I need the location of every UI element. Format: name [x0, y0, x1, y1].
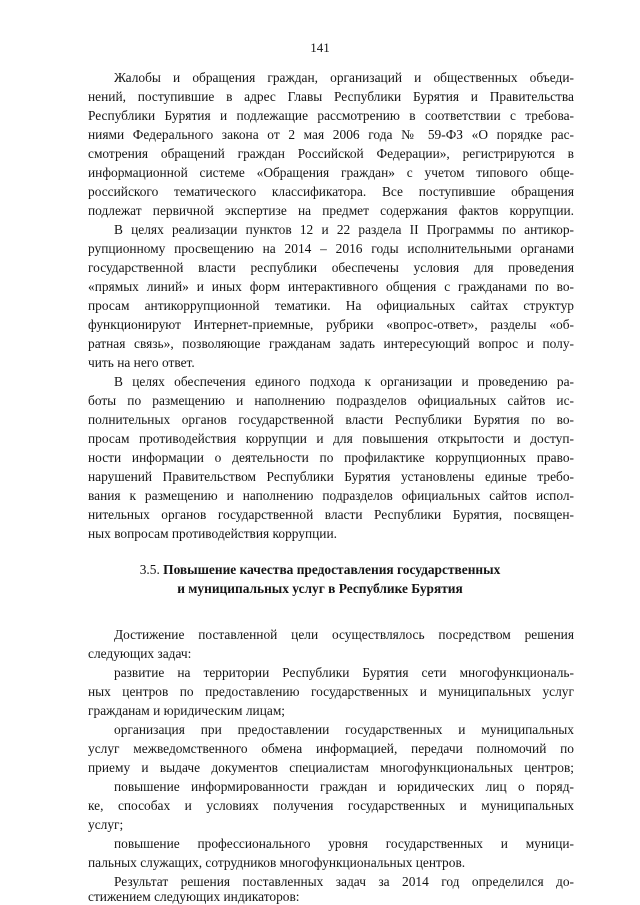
text-line: информационной системе «Обращения граждан» с учетом типового обще-	[88, 165, 574, 180]
section-heading-line-1	[0, 561, 640, 578]
text-line: российского тематического классификатора. Все поступившие обращения	[88, 184, 574, 199]
text-line: организация при предоставлении государственных и муниципальных	[114, 722, 574, 737]
text-line: нений, поступившие в адрес Главы Республики Бурятия и Правительства	[88, 89, 574, 104]
text-line: Жалобы и обращения граждан, организаций и общественных объеди-	[114, 70, 574, 85]
text-line: повышение информированности граждан и юридических лиц о поряд-	[114, 779, 574, 794]
text-line: следующих задач:	[88, 646, 192, 661]
text-line: повышение профессионального уровня государственных и муници-	[114, 836, 574, 851]
text-line: В целях обеспечения единого подхода к организации и проведению ра-	[114, 374, 574, 389]
text-line: нительных органов государственной власти Республики Бурятия, посвящен-	[88, 507, 574, 522]
page-number: 141	[310, 40, 330, 55]
text-line: вания к размещению и наполнению подразделов официальных сайтов испол-	[88, 488, 574, 503]
text-line: пальных служащих, сотрудников многофункциональных центров.	[88, 855, 466, 870]
text-line: просам антикоррупционной тематики. На официальных сайтах структур	[88, 298, 574, 313]
section-title-part-2: и муниципальных услуг в Республике Бурятия	[177, 581, 463, 596]
section-number: 3.5.	[139, 562, 160, 577]
text-line: гражданам и юридическим лицам;	[88, 703, 286, 718]
text-line: развитие на территории Республики Бурятия сети многофункциональ-	[114, 665, 574, 680]
text-line: Достижение поставленной цели осуществлялось посредством решения	[114, 627, 574, 642]
text-line: рупционному просвещению на 2014 – 2016 годы исполнительными органами	[88, 241, 574, 256]
text-line: ных центров по предоставлению государственных и муниципальных услуг	[88, 684, 574, 699]
text-line: услуг;	[88, 817, 124, 832]
text-line: ности информации о деятельности по профилактике коррупционных право-	[88, 450, 574, 465]
section-title-part-1: Повышение качества предоставления государственных	[163, 562, 501, 577]
text-line: функционируют Интернет-приемные, рубрики «вопрос-ответ», разделы «об-	[88, 317, 574, 332]
text-line: просам противодействия коррупции и для повышения открытости и доступ-	[88, 431, 574, 446]
text-line: Результат решения поставленных задач за 2014 год определился до-	[114, 874, 574, 889]
text-line: приему и выдаче документов специалистам многофункциональных центров;	[88, 760, 574, 775]
text-line: В целях реализации пунктов 12 и 22 раздела II Программы по антикор-	[114, 222, 574, 237]
text-line: полнительных органов государственной власти Республики Бурятия по во-	[88, 412, 574, 427]
text-line: ниями Федерального закона от 2 мая 2006 года № 59-ФЗ «О порядке рас-	[88, 127, 574, 142]
text-line: ных вопросам противодействия коррупции.	[88, 526, 337, 541]
text-line: нарушений Правительством Республики Бурятия установлены единые требо-	[88, 469, 574, 484]
text-line: подлежат первичной экспертизе на предмет содержания фактов коррупции.	[88, 203, 574, 218]
text-line: ратная связь», позволяющие гражданам задать интересующий вопрос и полу-	[88, 336, 574, 351]
text-line: «прямых линий» и иных форм интерактивного общения с гражданами по во-	[88, 279, 574, 294]
text-line: услуг межведомственного обмена информацией, передачи полномочий по	[88, 741, 574, 756]
text-line: государственной власти республики обеспечены условия для проведения	[88, 260, 574, 275]
text-line: стижением следующих индикаторов:	[88, 889, 300, 904]
text-line: боты по размещению и наполнению подразделов официальных сайтов ис-	[88, 393, 574, 408]
text-line: Республики Бурятия и подлежащие рассмотрению в соответствии с требова-	[88, 108, 574, 123]
text-line: чить на него ответ.	[88, 355, 195, 370]
text-line: смотрения обращений граждан Российской Федерации», регистрируются в	[88, 146, 574, 161]
section-heading-line-2	[0, 580, 640, 597]
text-line: ке, способах и условиях получения государственных и муниципальных	[88, 798, 574, 813]
